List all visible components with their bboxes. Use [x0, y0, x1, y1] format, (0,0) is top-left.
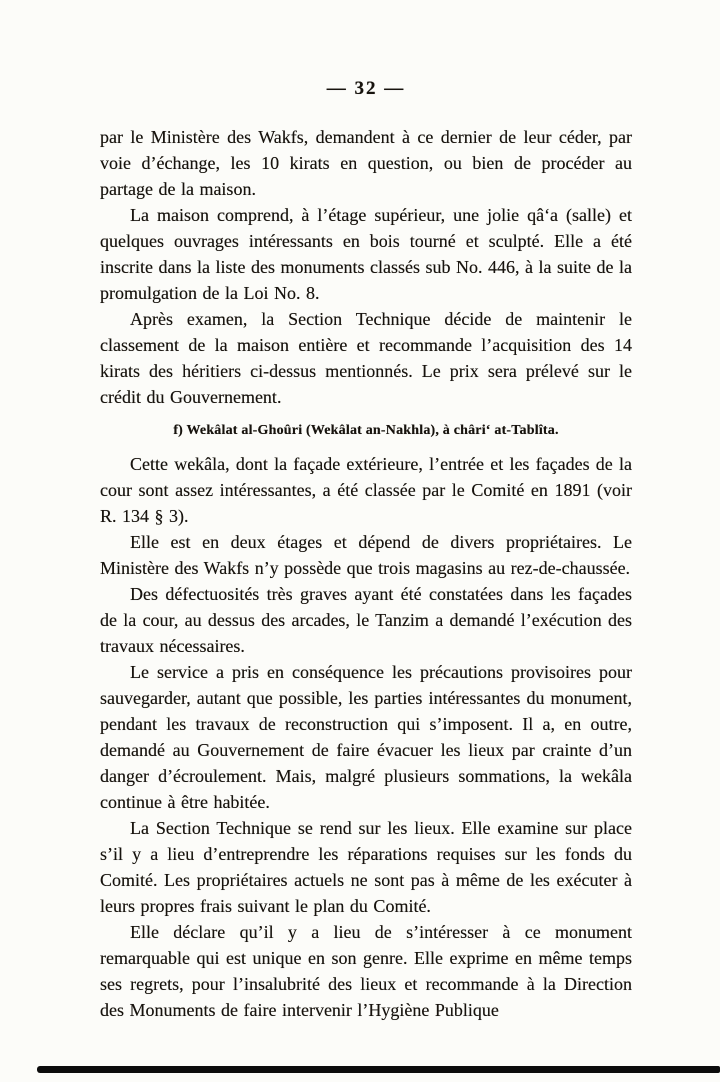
paragraph: Après examen, la Section Technique décide de maintenir le classement de la maison entière et recommande l’acquisition des 14 kirats des héritiers ci-dessus mentionnés. Le prix sera prélevé sur le crédit du Gouvernement.	[100, 309, 632, 407]
section-heading: f) Wekâlat al-Ghoûri (Wekâlat an-Nakhla), à châri‘ at-Tablîta.	[173, 423, 559, 438]
paragraph: Des défectuosités très graves ayant été constatées dans les façades de la cour, au dessus des arcades, le Tanzim a demandé l’exécution des travaux nécessaires.	[100, 584, 632, 656]
paragraph: Elle déclare qu’il y a lieu de s’intéresser à ce monument remarquable qui est unique en son genre. Elle exprime en même temps ses regrets, pour l’insalubrité des lieux et recommande à la Direction des Monuments de faire intervenir l’Hygiène Publique	[100, 922, 632, 1020]
paragraph: Le service a pris en conséquence les précautions provisoires pour sauvegarder, autant que possible, les parties intéressantes du monument, pendant les travaux de reconstruction qui s’imposent. Il a, en outre, demandé au Gouvernement de faire évacuer les lieux par crainte d’un danger d’écroulement. Mais, malgré plusieurs sommations, la wekâla continue à être habitée.	[100, 662, 632, 812]
page-number: — 32 —	[326, 78, 406, 99]
paragraph: par le Ministère des Wakfs, demandent à ce dernier de leur céder, par voie d’échange, les 10 kirats en question, ou bien de procéder au partage de la maison.	[100, 127, 632, 199]
paragraph: Elle est en deux étages et dépend de divers propriétaires. Le Ministère des Wakfs n’y possède que trois magasins au rez-de-chaussée.	[100, 532, 632, 578]
scanned-page	[100, 78, 632, 1023]
paragraph: La maison comprend, à l’étage supérieur, une jolie qâ‘a (salle) et quelques ouvrages intéressants en bois tourné et sculpté. Elle a été inscrite dans la liste des monuments classés sub No. 446, à la suite de la promulgation de la Loi No. 8.	[100, 205, 632, 303]
paragraph: Cette wekâla, dont la façade extérieure, l’entrée et les façades de la cour sont assez intéressantes, a été classée par le Comité en 1891 (voir R. 134 § 3).	[100, 454, 632, 526]
scan-edge-artifact	[37, 1066, 720, 1073]
paragraph: La Section Technique se rend sur les lieux. Elle examine sur place s’il y a lieu d’entreprendre les réparations requises sur les fonds du Comité. Les propriétaires actuels ne sont pas à même de les exécuter à leurs propres frais suivant le plan du Comité.	[100, 818, 632, 916]
